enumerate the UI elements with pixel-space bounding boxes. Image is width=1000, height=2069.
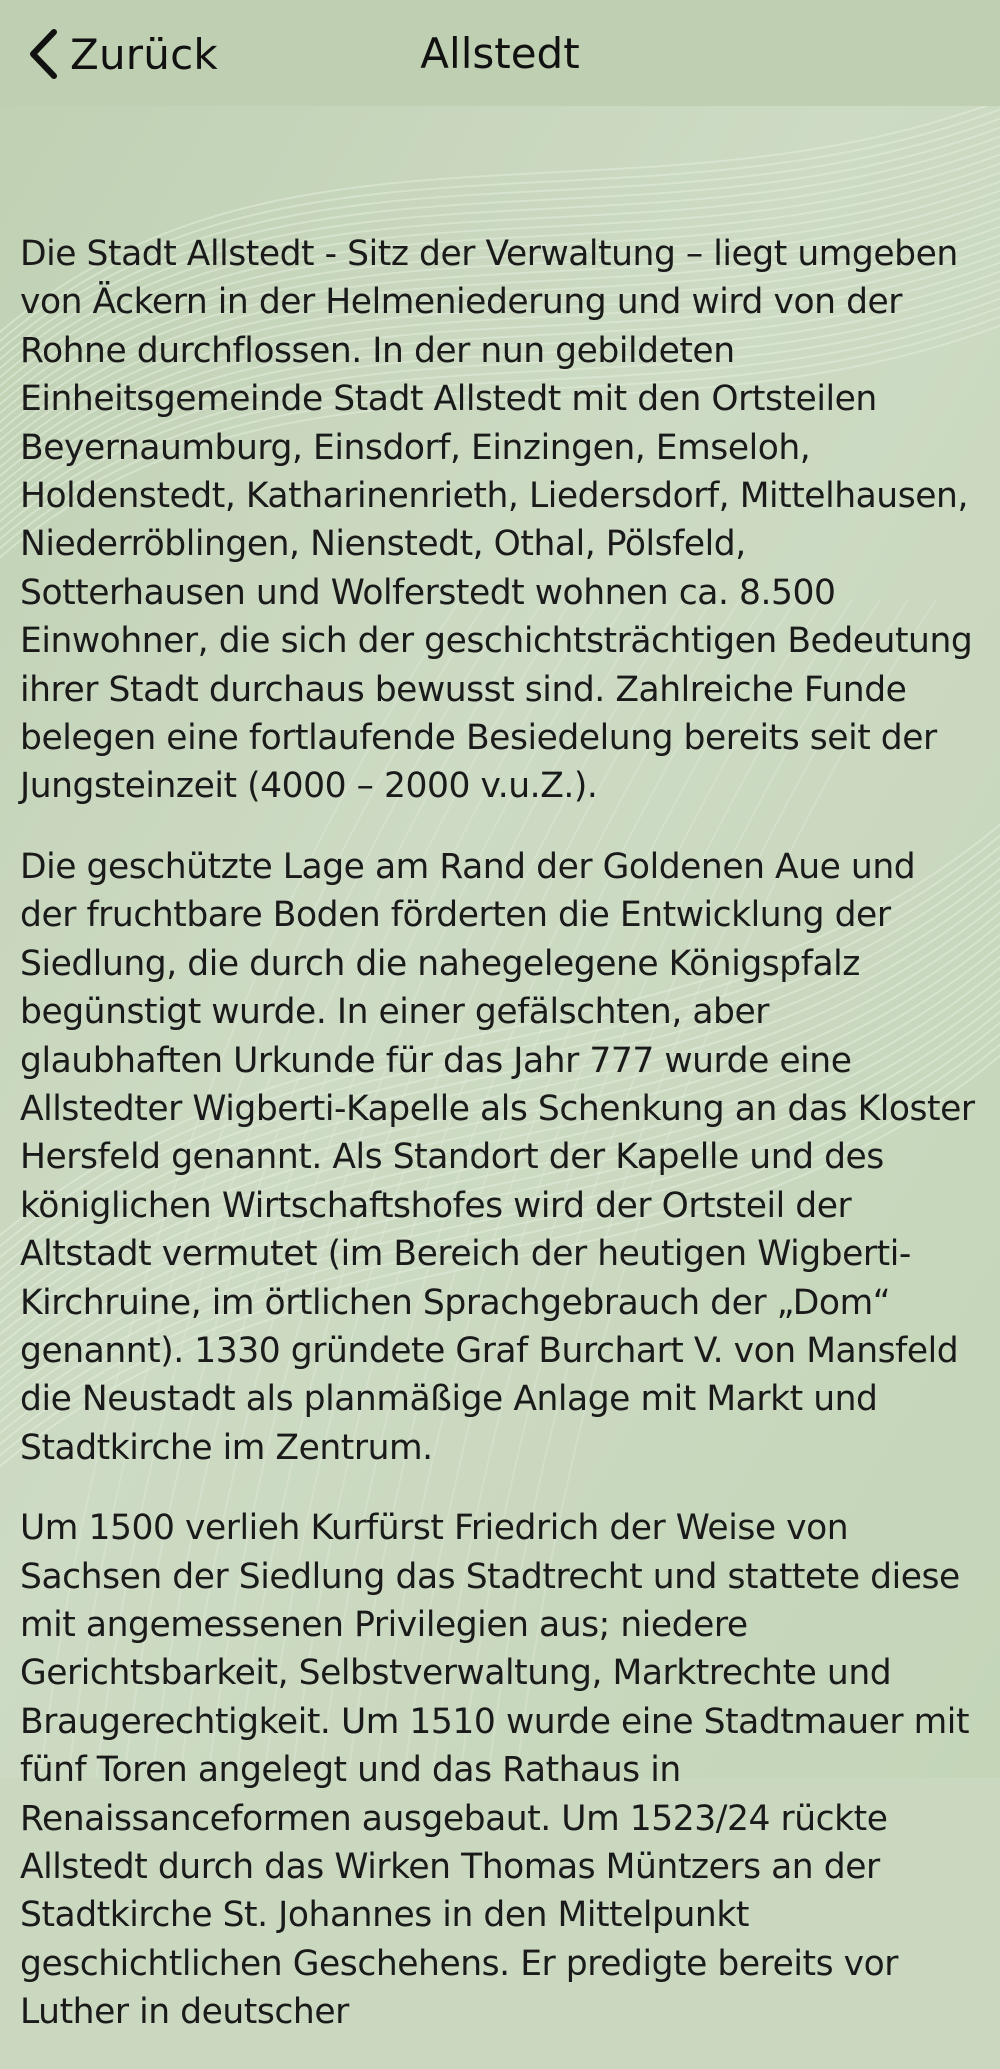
navigation-bar bbox=[0, 0, 1000, 106]
paragraph: Die Stadt Allstedt - Sitz der Verwaltung – liegt umgeben von Äckern in der Helmeniederung und wird von der Rohne durchflossen. In der nun gebildeten Einheitsgemeinde Stadt Allstedt mit den Ortsteilen Beyernaumburg, Einsdorf, Einzingen, Emseloh, Holdenstedt, Katharinenrieth, Liedersdorf, Mittelhausen, Niederröblingen, Nienstedt, Othal, Pölsfeld, Sotterhausen und Wolferstedt wohnen ca. 8.500 Einwohner, die sich der geschichtsträchtigen Bedeutung ihrer Stadt durchaus bewusst sind. Zahlreiche Funde belegen eine fortlaufende Besiedelung bereits seit der Jungsteinzeit (4000 – 2000 v.u.Z.). bbox=[20, 234, 973, 807]
back-label: Zurück bbox=[70, 29, 218, 79]
article-content bbox=[20, 230, 980, 2069]
paragraph: Die geschützte Lage am Rand der Goldenen Aue und der fruchtbare Boden förderten die Entwicklung der Siedlung, die durch die nahegelegene Königspfalz begünstigt wurde. In einer gefälschten, aber glaubhaften Urkunde für das Jahr 777 wurde eine Allstedter Wigberti-Kapelle als Schenkung an das Kloster Hersfeld genannt. Als Standort der Kapelle und des königlichen Wirtschaftshofes wird der Ortsteil der Altstadt vermutet (im Bereich der heutigen Wigberti-Kirchruine, im örtlichen Sprachgebrauch der „Dom“ genannt). 1330 gründete Graf Burchart V. von Mansfeld die Neustadt als planmäßige Anlage mit Markt und Stadtkirche im Zentrum. bbox=[20, 846, 975, 1468]
page-title: Allstedt bbox=[420, 29, 580, 78]
paragraph: Um 1500 verlieh Kurfürst Friedrich der Weise von Sachsen der Siedlung das Stadtrecht und stattete diese mit angemessenen Privilegien aus; niedere Gerichtsbarkeit, Selbstverwaltung, Marktrechte und Braugerechtigkeit. Um 1510 wurde eine Stadtmauer mit fünf Toren angelegt und das Rathaus in Renaissanceformen ausgebaut. Um 1523/24 rückte Allstedt durch das Wirken Thomas Müntzers an der Stadtkirche St. Johannes in den Mittelpunkt geschichtlichen Geschehens. Er predigte bereits vor Luther in deutscher bbox=[20, 1508, 970, 2033]
